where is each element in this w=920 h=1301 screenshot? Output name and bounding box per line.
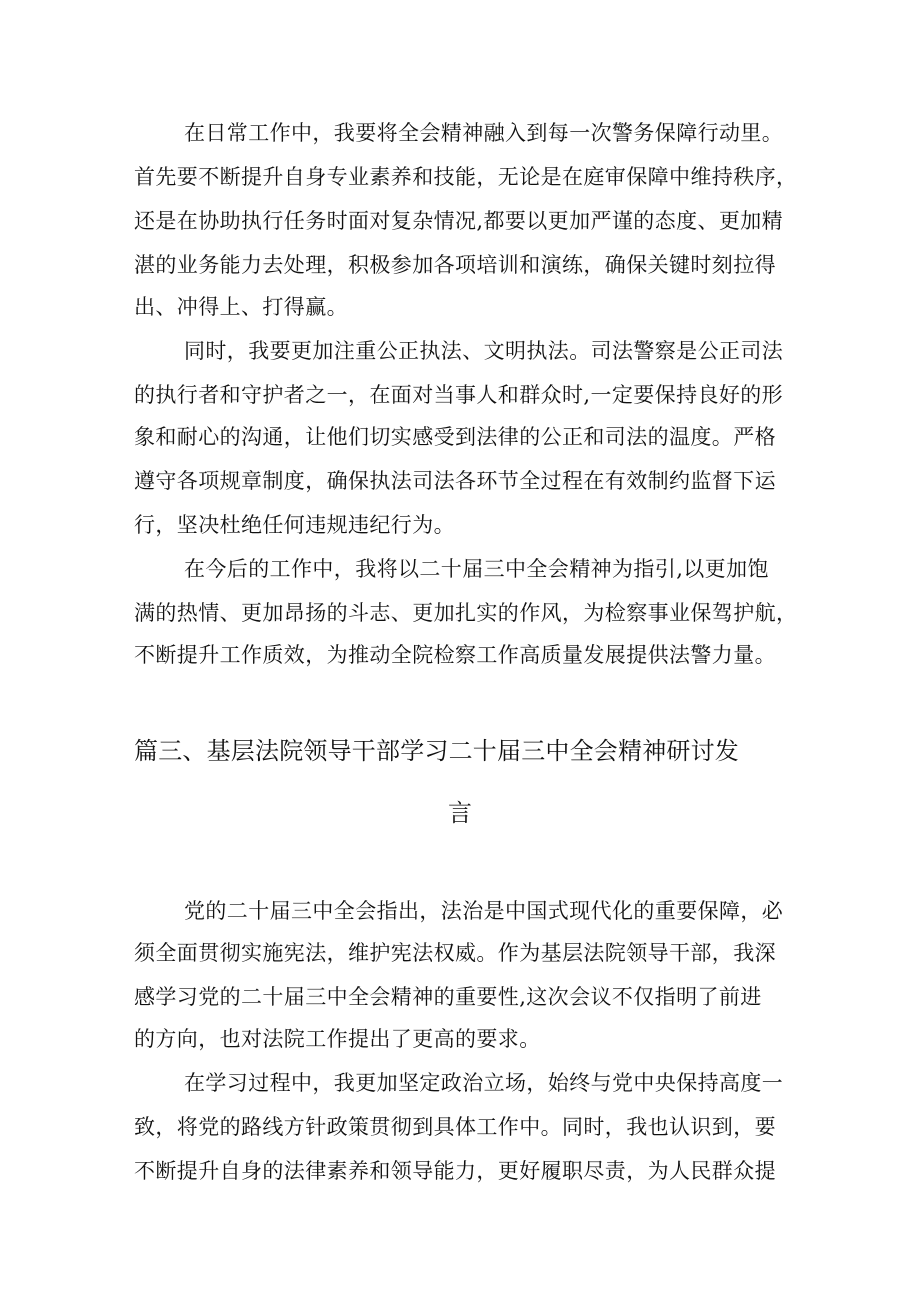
paragraph-line: 的执行者和守护者之一，在面对当事人和群众时,一定要保持良好的形 <box>134 383 784 407</box>
paragraph-line: 遵守各项规章制度，确保执法司法各环节全过程在有效制约监督下运 <box>134 469 776 493</box>
paragraph-line: 在今后的工作中，我将以二十届三中全会精神为指引,以更加饱 <box>184 557 769 581</box>
paragraph-line: 不断提升自身的法律素养和领导能力，更好履职尽责，为人民群众提 <box>134 1159 776 1183</box>
paragraph-line: 感学习党的二十届三中全会精神的重要性,这次会议不仅指明了前进 <box>134 985 762 1009</box>
paragraph-line: 满的热情、更加昂扬的斗志、更加扎实的作风，为检察事业保驾护航， <box>134 601 798 625</box>
paragraph-line: 行，坚决杜绝任何违规违纪行为。 <box>134 513 455 537</box>
paragraph-line: 首先要不断提升自身专业素养和技能，无论是在庭审保障中维持秩序， <box>134 165 798 189</box>
paragraph-line: 象和耐心的沟通，让他们切实感受到法律的公正和司法的温度。严格 <box>134 425 776 449</box>
paragraph-line: 不断提升工作质效，为推动全院检察工作高质量发展提供法警力量。 <box>134 643 776 667</box>
paragraph-line: 还是在协助执行任务时面对复杂情况,都要以更加严谨的态度、更加精 <box>134 209 784 233</box>
paragraph-line: 党的二十届三中全会指出，法治是中国式现代化的重要保障，必 <box>184 899 784 923</box>
paragraph-line: 致，将党的路线方针政策贯彻到具体工作中。同时，我也认识到，要 <box>134 1115 776 1139</box>
section-heading-continuation: 言 <box>448 799 473 827</box>
paragraph-line: 须全面贯彻实施宪法，维护宪法权威。作为基层法院领导干部，我深 <box>134 941 776 965</box>
paragraph-line: 同时，我要更加注重公正执法、文明执法。司法警察是公正司法 <box>184 339 784 363</box>
paragraph-line: 出、冲得上、打得赢。 <box>134 295 348 319</box>
paragraph-line: 的方向，也对法院工作提出了更高的要求。 <box>134 1027 541 1051</box>
section-heading: 篇三、基层法院领导干部学习二十届三中全会精神研讨发 <box>134 737 739 765</box>
paragraph-line: 在日常工作中，我要将全会精神融入到每一次警务保障行动里。 <box>184 121 784 145</box>
paragraph-line: 在学习过程中，我更加坚定政治立场，始终与党中央保持高度一 <box>184 1071 784 1095</box>
paragraph-line: 湛的业务能力去处理，积极参加各项培训和演练，确保关键时刻拉得 <box>134 253 776 277</box>
